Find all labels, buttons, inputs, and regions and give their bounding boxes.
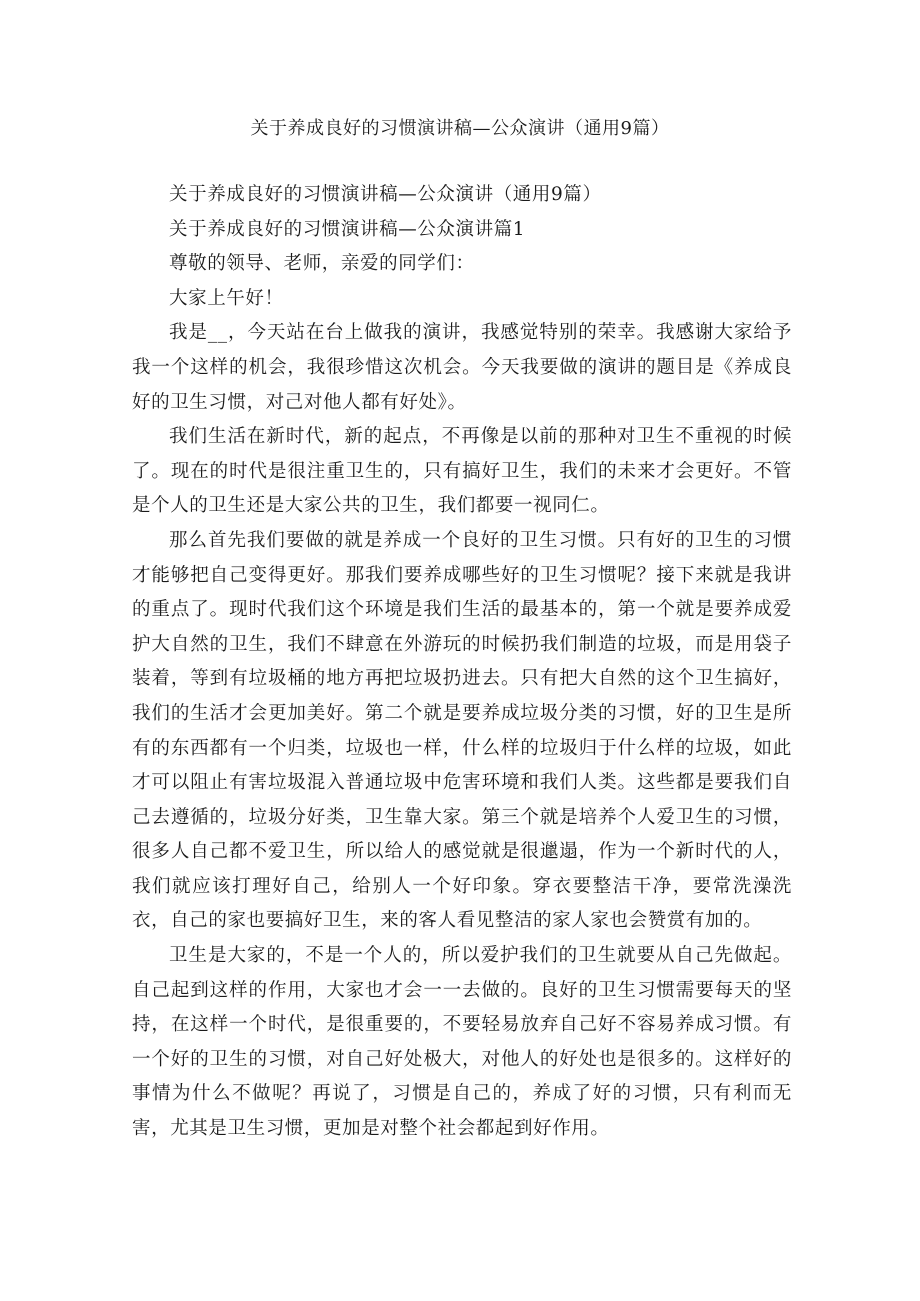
document-title: 关于养成良好的习惯演讲稿—公众演讲（通用9篇）: [250, 118, 670, 139]
document-subtitle: 关于养成良好的习惯演讲稿—公众演讲（通用9篇）: [169, 184, 602, 205]
salutation: 尊敬的领导、老师，亲爱的同学们：: [169, 253, 475, 275]
body-paragraph: 我们生活在新时代，新的起点，不再像是以前的那种对卫生不重视的时候了。现在的时代是很注重卫生的，只有搞好卫生，我们的未来才会更好。不管是个人的卫生还是大家公共的卫生，我们都要一视同仁。: [132, 426, 792, 517]
section-heading: 关于养成良好的习惯演讲稿—公众演讲篇1: [169, 218, 526, 240]
body-paragraph: 我是__，今天站在台上做我的演讲，我感觉特别的荣幸。我感谢大家给予我一个这样的机会，我很珍惜这次机会。今天我要做的演讲的题目是《养成良好的卫生习惯，对己对他人都有好处》。: [132, 322, 792, 413]
document-body: [132, 178, 792, 1147]
greeting: 大家上午好！: [169, 287, 284, 309]
body-paragraph: 卫生是大家的，不是一个人的，所以爱护我们的卫生就要从自己先做起。自己起到这样的作用，大家也才会一一去做的。良好的卫生习惯需要每天的坚持，在这样一个时代，是很重要的，不要轻易放弃自己好不容易养成习惯。有一个好的卫生的习惯，对自己好处极大，对他人的好处也是很多的。这样好的事情为什么不做呢？再说了，习惯是自己的，养成了好的习惯，只有利而无害，尤其是卫生习惯，更加是对整个社会都起到好作用。: [132, 945, 792, 1140]
body-paragraph: 那么首先我们要做的就是养成一个良好的卫生习惯。只有好的卫生的习惯才能够把自己变得更好。那我们要养成哪些好的卫生习惯呢？接下来就是我讲的重点了。现时代我们这个环境是我们生活的最基本的，第一个就是要养成爱护大自然的卫生，我们不肆意在外游玩的时候扔我们制造的垃圾，而是用袋子装着，等到有垃圾桶的地方再把垃圾扔进去。只有把大自然的这个卫生搞好，我们的生活才会更加美好。第二个就是要养成垃圾分类的习惯，好的卫生是所有的东西都有一个归类，垃圾也一样，什么样的垃圾归于什么样的垃圾，如此才可以阻止有害垃圾混入普通垃圾中危害环境和我们人类。这些都是要我们自己去遵循的，垃圾分好类，卫生靠大家。第三个就是培养个人爱卫生的习惯，很多人自己都不爱卫生，所以给人的感觉就是很邋遢，作为一个新时代的人，我们就应该打理好自己，给别人一个好印象。穿衣要整洁干净，要常洗澡洗衣，自己的家也要搞好卫生，来的客人看见整洁的家人家也会赞赏有加的。: [132, 529, 792, 932]
